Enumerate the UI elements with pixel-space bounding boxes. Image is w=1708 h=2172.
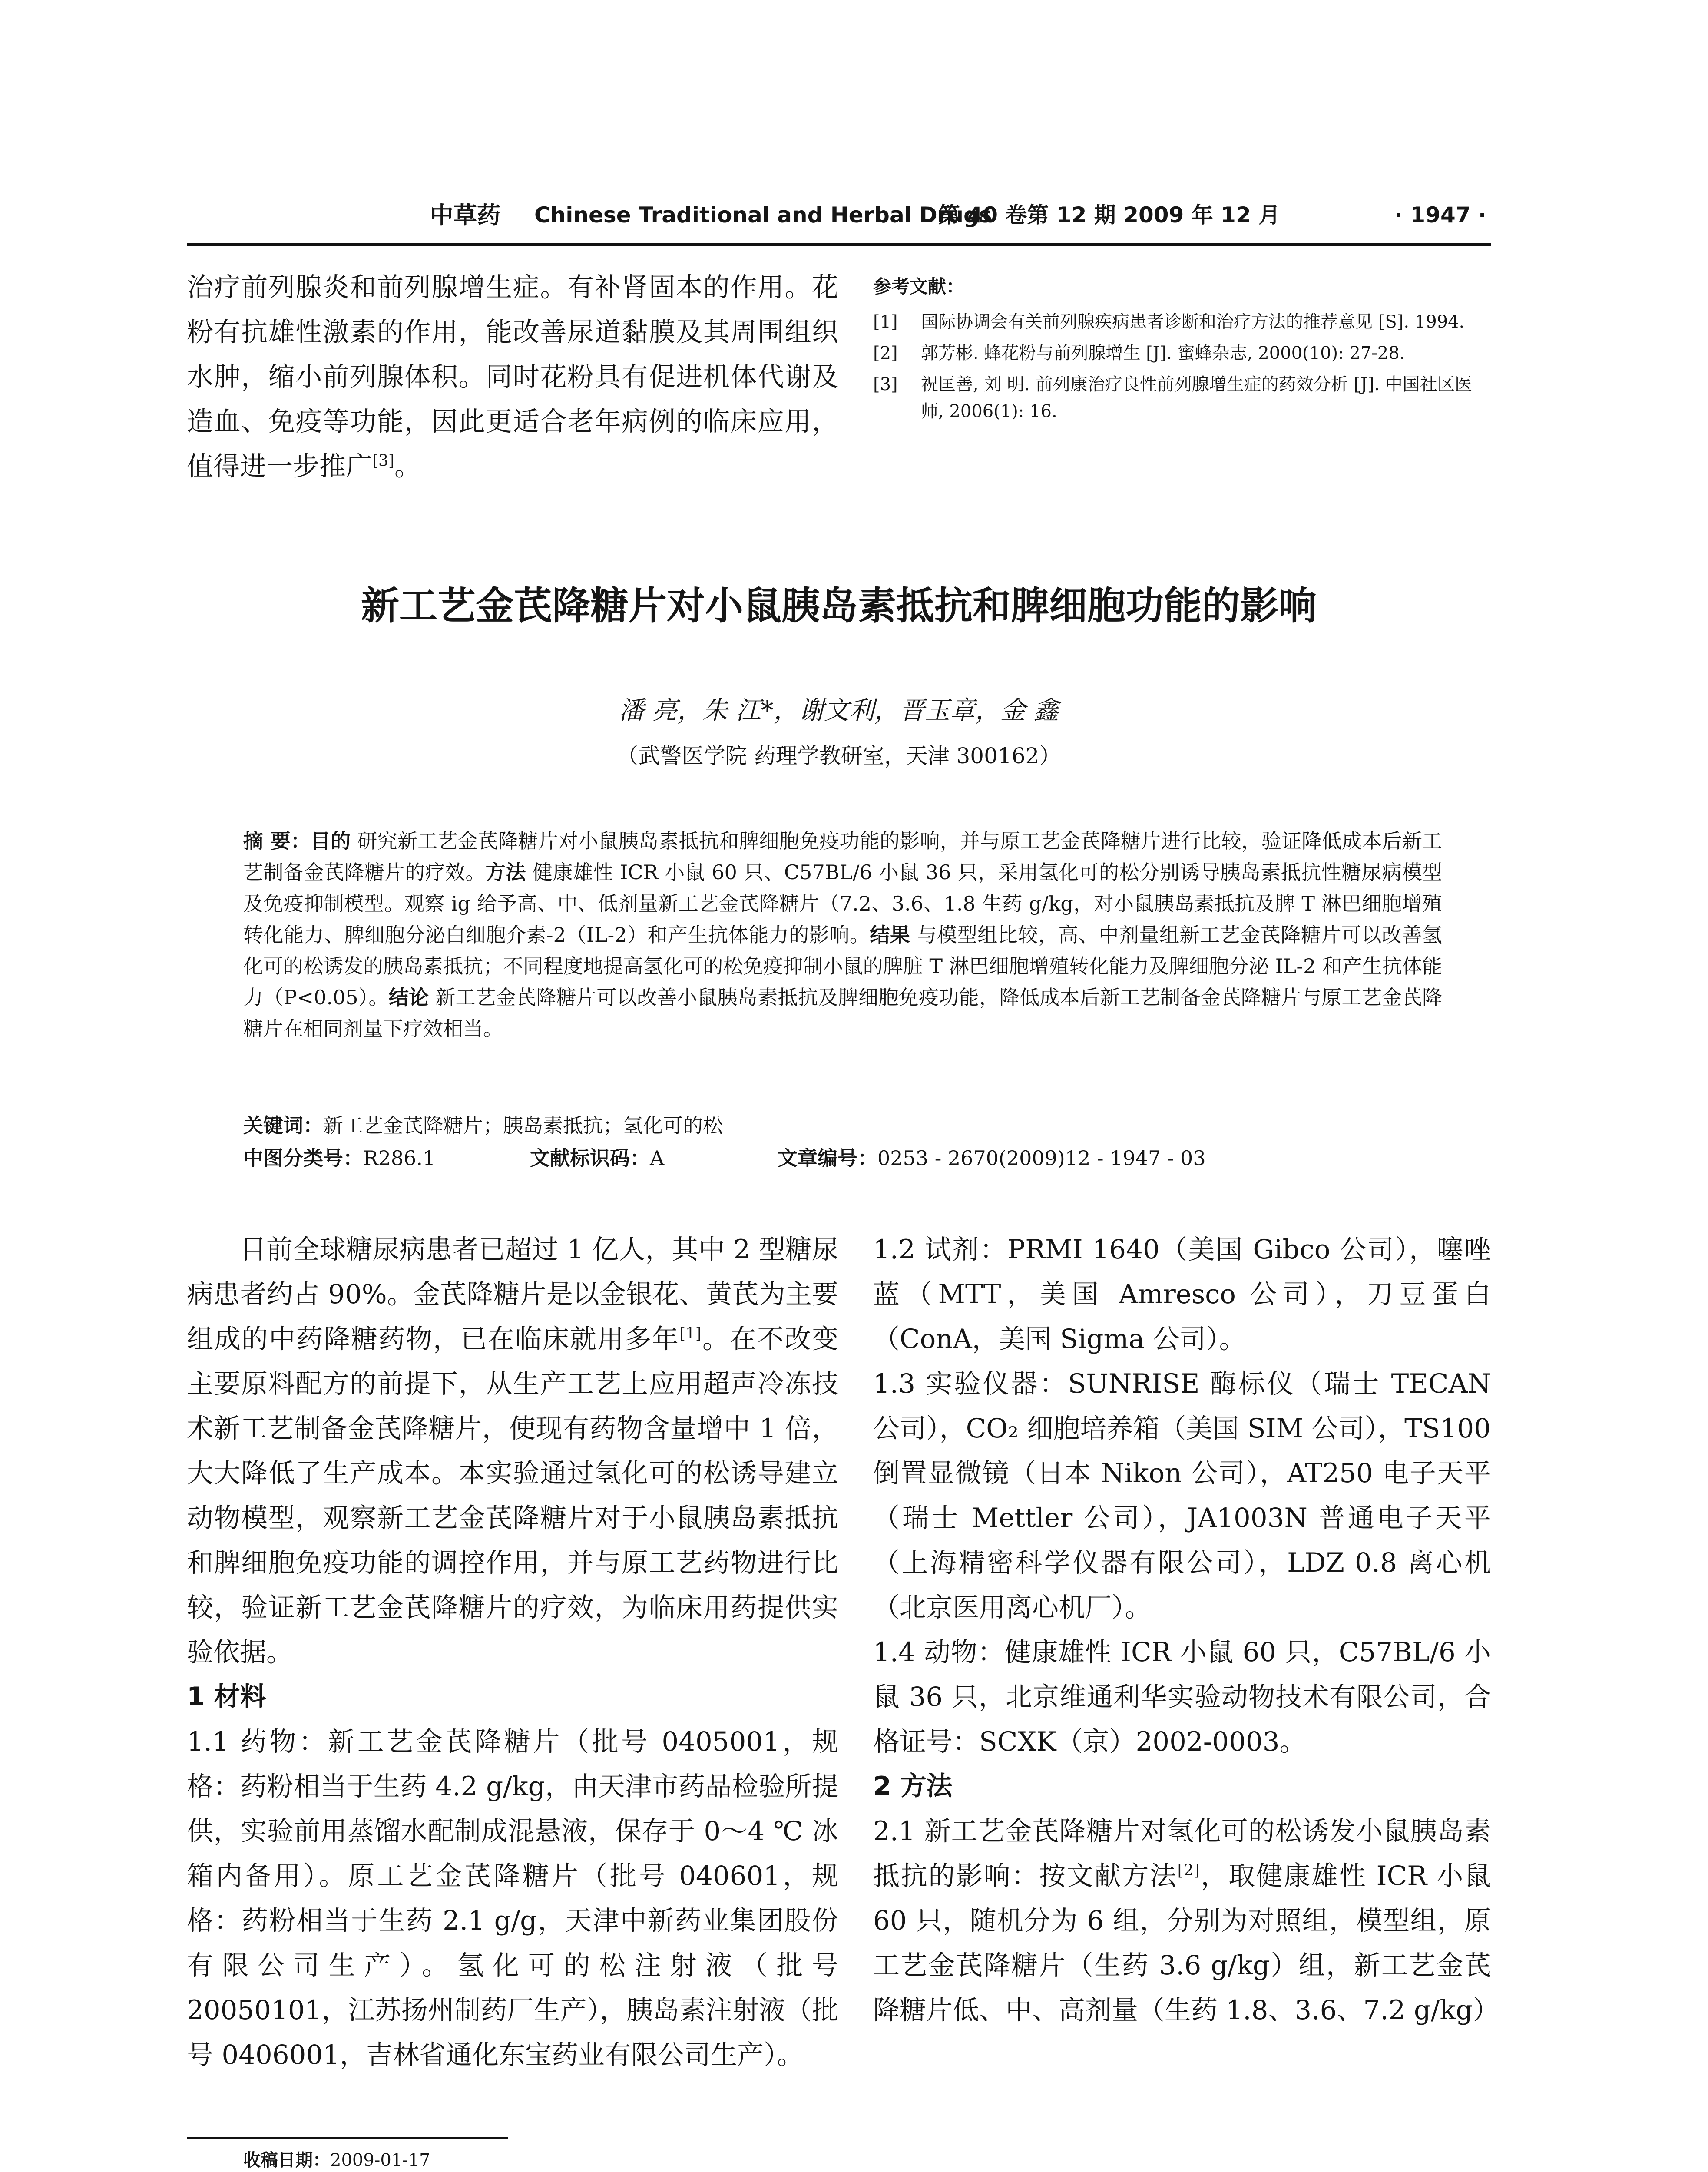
section-heading: 2 方法 bbox=[873, 1771, 953, 1801]
section-paragraph: 2.1 新工艺金芪降糖片对氢化可的松诱发小鼠胰岛素抵抗的影响：按文献方法[2]，取健康雄性 ICR 小鼠 60 只，随机分为 6 组，分别为对照组，模型组，原工艺金芪降糖片（生药 3.6 g/kg）组，新工艺金芪降糖片低、中、高剂量（生药 1.8、3.6、7.2 g/kg） bbox=[873, 1816, 1499, 2026]
citation: [3] bbox=[372, 452, 395, 470]
references-title: 参考文献： bbox=[873, 276, 965, 297]
footnote-received: 收稿日期：2009-01-17 bbox=[243, 2150, 430, 2170]
article-affiliation: （武警医学院 药理学教研室，天津 300162） bbox=[616, 743, 1061, 768]
reference-item: [3] 祝匡善, 刘 明. 前列康治疗良性前列腺增生症的药效分析 [J]. 中国社区医师, 2006(1): 16. bbox=[873, 374, 1472, 421]
previous-article-text: 治疗前列腺炎和前列腺增生症。有补肾固本的作用。花粉有抗雄性激素的作用，能改善尿道黏膜及其周围组织水肿，缩小前列腺体积。同时花粉具有促进机体代谢及造血、免疫等功能，因此更适合老年病例的临床应用，值得进一步推广[3]。 bbox=[187, 272, 838, 482]
section-paragraph: 1.4 动物：健康雄性 ICR 小鼠 60 只，C57BL/6 小鼠 36 只，北京维通利华实验动物技术有限公司，合格证号：SCXK（京）2002-0003。 bbox=[873, 1637, 1491, 1757]
body-right-column bbox=[873, 1227, 1499, 2033]
references-block bbox=[873, 269, 1491, 425]
header-rule bbox=[187, 243, 1491, 246]
issue-info: 第 40 卷第 12 期 2009 年 12 月 bbox=[938, 202, 1281, 228]
body-left-column bbox=[187, 1227, 838, 2077]
citation: [1] bbox=[679, 1324, 702, 1343]
article-authors: 潘 亮，朱 江*，谢文利，晋玉章，金 鑫 bbox=[619, 695, 1059, 725]
reference-item: [2] 郭芳彬. 蜂花粉与前列腺增生 [J]. 蜜蜂杂志, 2000(10): 27-28. bbox=[873, 343, 1405, 363]
article-id: 文章编号：0253 - 2670(2009)12 - 1947 - 03 bbox=[778, 1146, 1206, 1170]
journal-name-cn: 中草药 bbox=[430, 201, 500, 229]
journal-name-en: Chinese Traditional and Herbal Drugs bbox=[534, 202, 992, 228]
page-number: · 1947 · bbox=[1394, 202, 1486, 228]
document-code: 文献标识码：A bbox=[530, 1146, 665, 1170]
keywords: 关键词：新工艺金芪降糖片；胰岛素抵抗；氢化可的松 bbox=[243, 1114, 723, 1137]
reference-item: [1] 国际协调会有关前列腺疾病患者诊断和治疗方法的推荐意见 [S]. 1994. bbox=[873, 312, 1465, 332]
running-header bbox=[187, 198, 1491, 232]
footnote-rule bbox=[187, 2137, 508, 2139]
citation: [2] bbox=[1177, 1861, 1200, 1880]
footnotes bbox=[243, 2148, 1460, 2172]
class-number: 中图分类号：R286.1 bbox=[243, 1146, 436, 1170]
section-paragraph: 1.1 药物：新工艺金芪降糖片（批号 0405001，规格：药粉相当于生药 4.2 g/kg，由天津市药品检验所提供，实验前用蒸馏水配制成混悬液，保存于 0～4 ℃ 冰箱内备用）。原工艺金芪降糖片（批号 040601，规格：药粉相当于生药 2.1 g/g，天津中新药业集团股份有限公司生产）。氢化可的松注射液（批号 20050101，江苏扬州制药厂生产），胰岛素注射液（批号 0406001，吉林省通化东宝药业有限公司生产）。 bbox=[187, 1726, 838, 2070]
section-heading: 1 材料 bbox=[187, 1682, 266, 1712]
abstract: 摘 要：目的 研究新工艺金芪降糖片对小鼠胰岛素抵抗和脾细胞免疫功能的影响，并与原工艺金芪降糖片进行比较，验证降低成本后新工艺制备金芪降糖片的疗效。方法 健康雄性 ICR 小鼠 60 只、C57BL/6 小鼠 36 只，采用氢化可的松分别诱导胰岛素抵抗性糖尿病模型及免疫抑制模型。观察 ig 给予高、中、低剂量新工艺金芪降糖片（7.2、3.6、1.8 生药 g/kg，对小鼠胰岛素抵抗及脾 T 淋巴细胞增殖转化能力、脾细胞分泌白细胞介素-2（IL-2）和产生抗体能力的影响。结果 与模型组比较，高、中剂量组新工艺金芪降糖片可以改善氢化可的松诱发的胰岛素抵抗；不同程度地提高氢化可的松免疫抑制小鼠的脾脏 T 淋巴细胞增殖转化能力及脾细胞分泌 IL-2 和产生抗体能力（P<0.05）。结论 新工艺金芪降糖片可以改善小鼠胰岛素抵抗及脾细胞免疫功能，降低成本后新工艺制备金芪降糖片与原工艺金芪降糖片在相同剂量下疗效相当。 bbox=[243, 829, 1443, 1040]
intro-paragraph: 目前全球糖尿病患者已超过 1 亿人，其中 2 型糖尿病患者约占 90%。金芪降糖片是以金银花、黄芪为主要组成的中药降糖药物，已在临床就用多年[1]。在不改变主要原料配方的前提下，从生产工艺上应用超声冷冻技术新工艺制备金芪降糖片，使现有药物含量增中 1 倍，大大降低了生产成本。本实验通过氢化可的松诱导建立动物模型，观察新工艺金芪降糖片对于小鼠胰岛素抵抗和脾细胞免疫功能的调控作用，并与原工艺药物进行比较，验证新工艺金芪降糖片的疗效，为临床用药提供实验依据。 bbox=[187, 1234, 838, 1668]
abstract-label: 摘 要： bbox=[243, 829, 311, 853]
section-paragraph: 1.3 实验仪器：SUNRISE 酶标仪（瑞士 TECAN 公司），CO₂ 细胞培养箱（美国 SIM 公司），TS100 倒置显微镜（日本 Nikon 公司），AT250 电子天平（瑞士 Mettler 公司），JA1003N 普通电子天平（上海精密科学仪器有限公司），LDZ 0.8 离心机（北京医用离心机厂）。 bbox=[873, 1368, 1491, 1623]
article-title: 新工艺金芪降糖片对小鼠胰岛素抵抗和脾细胞功能的影响 bbox=[361, 583, 1317, 628]
section-paragraph: 1.2 试剂：PRMI 1640（美国 Gibco 公司），噻唑蓝（MTT，美国 Amresco 公司），刀豆蛋白（ConA，美国 Sigma 公司）。 bbox=[873, 1234, 1491, 1354]
